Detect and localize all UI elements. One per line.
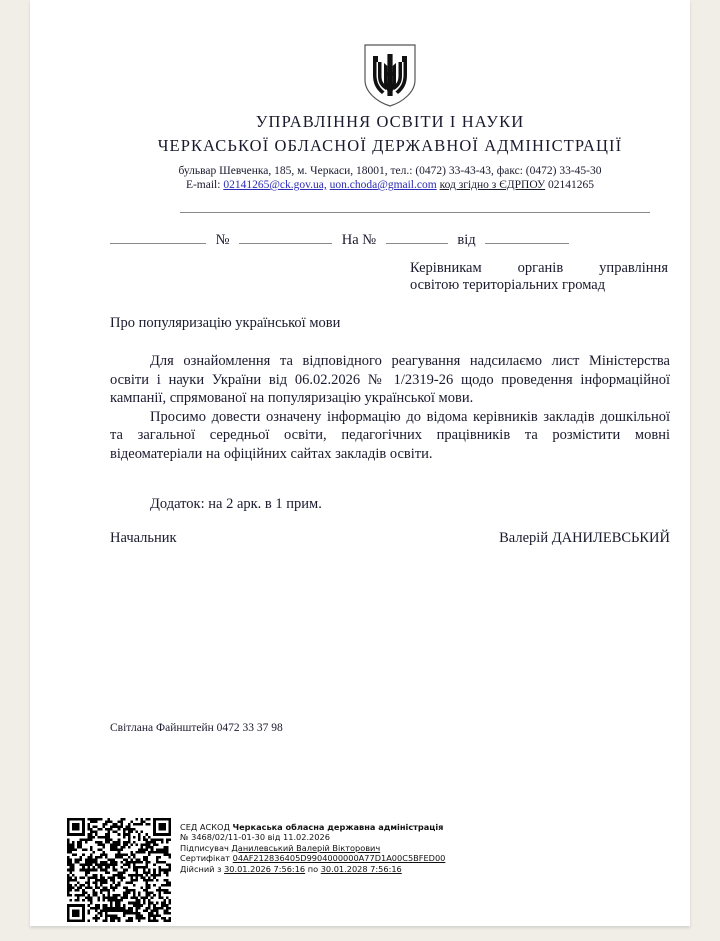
esign-registration-number: № 3468/02/11-01-30 від 11.02.2026 [180, 832, 330, 843]
number-blank-field[interactable] [239, 230, 332, 244]
email-link-2[interactable]: uon.choda@gmail.com [329, 179, 437, 191]
esign-organization: Черкаська обласна державна адміністрація [232, 822, 444, 832]
body-paragraph: Для ознайомлення та відповідного реагування надсилаємо лист Міністерства освіти і науки України від 06.02.2026 № 1/2319-26 щодо проведення інформаційної кампанії, спрямованої на популяризацію української мови. [110, 353, 670, 406]
signature-block [110, 530, 670, 547]
email-label: E-mail: [185, 179, 221, 191]
esign-valid-from: 30.01.2026 7:56:16 [224, 863, 306, 874]
esign-valid-separator: по [307, 863, 319, 874]
document-content-area [110, 0, 670, 926]
signer-name: Валерій ДАНИЛЕВСЬКИЙ [499, 530, 670, 546]
header-divider [180, 212, 650, 213]
electronic-signature-block [67, 818, 667, 924]
esign-system-line [180, 822, 445, 832]
addressee-line-2: освітою територіальних громад [410, 277, 606, 293]
esign-certificate-value: 04AF212836405D9904000000A77D1A00C5BFED00 [232, 853, 446, 864]
edrpou-value: 02141265 [548, 179, 595, 191]
email-link-1[interactable]: 02141265@ck.gov.ua, [223, 179, 327, 191]
esign-certificate-label: Сертифікат [180, 853, 231, 864]
esign-certificate-line [180, 853, 445, 863]
organization-address: бульвар Шевченка, 185, м. Черкаси, 18001, тел.: (0472) 33-43-43, факс: (0472) 33-45-30 [178, 165, 602, 177]
number-symbol: № [215, 232, 230, 248]
organization-title-line2: ЧЕРКАСЬКОЇ ОБЛАСНОЇ ДЕРЖАВНОЇ АДМІНІСТРАЦІЇ [157, 136, 623, 155]
document-page [30, 0, 690, 926]
registration-form-line [110, 230, 670, 250]
esign-valid-label: Дійсний з [180, 863, 222, 874]
reply-number-blank-field[interactable] [386, 230, 448, 244]
edrpou-label: код згідно з ЄДРПОУ [439, 179, 546, 191]
esign-valid-to: 30.01.2028 7:56:16 [320, 863, 402, 874]
esign-system-label: СЕД АСКОД [180, 822, 230, 832]
ukraine-trident-emblem [355, 42, 425, 108]
esign-validity-line [180, 864, 445, 874]
qr-code[interactable] [67, 818, 171, 922]
signer-position: Начальник [110, 530, 177, 546]
subject-line: Про популяризацію української мови [110, 315, 341, 331]
addressee-line-1: Керівникам органів управління [410, 260, 668, 276]
date-blank-field[interactable] [110, 230, 206, 244]
document-body [110, 352, 670, 463]
reply-date-blank-field[interactable] [485, 230, 569, 244]
electronic-signature-details [180, 822, 445, 874]
organization-email-line [110, 179, 670, 191]
esign-signer-name: Данилевський Валерій Вікторович [231, 842, 381, 853]
esign-signer-line [180, 843, 445, 853]
addressee-block [410, 260, 668, 294]
organization-title-line1: УПРАВЛІННЯ ОСВІТИ І НАУКИ [255, 112, 525, 131]
body-paragraph: Просимо довести означену інформацію до відома керівників закладів дошкільної та загальної середньої освіти, педагогічних працівників та розмістити мовні відеоматеріали на офіційних сайтах закладів освіти. [110, 408, 670, 462]
esign-signer-label: Підписувач [180, 842, 229, 853]
attachment-note: Додаток: на 2 арк. в 1 прим. [150, 496, 322, 512]
reply-number-label: На № [341, 232, 377, 248]
reply-date-label: від [457, 232, 476, 248]
executor-contact: Світлана Файнштейн 0472 33 37 98 [110, 722, 283, 734]
